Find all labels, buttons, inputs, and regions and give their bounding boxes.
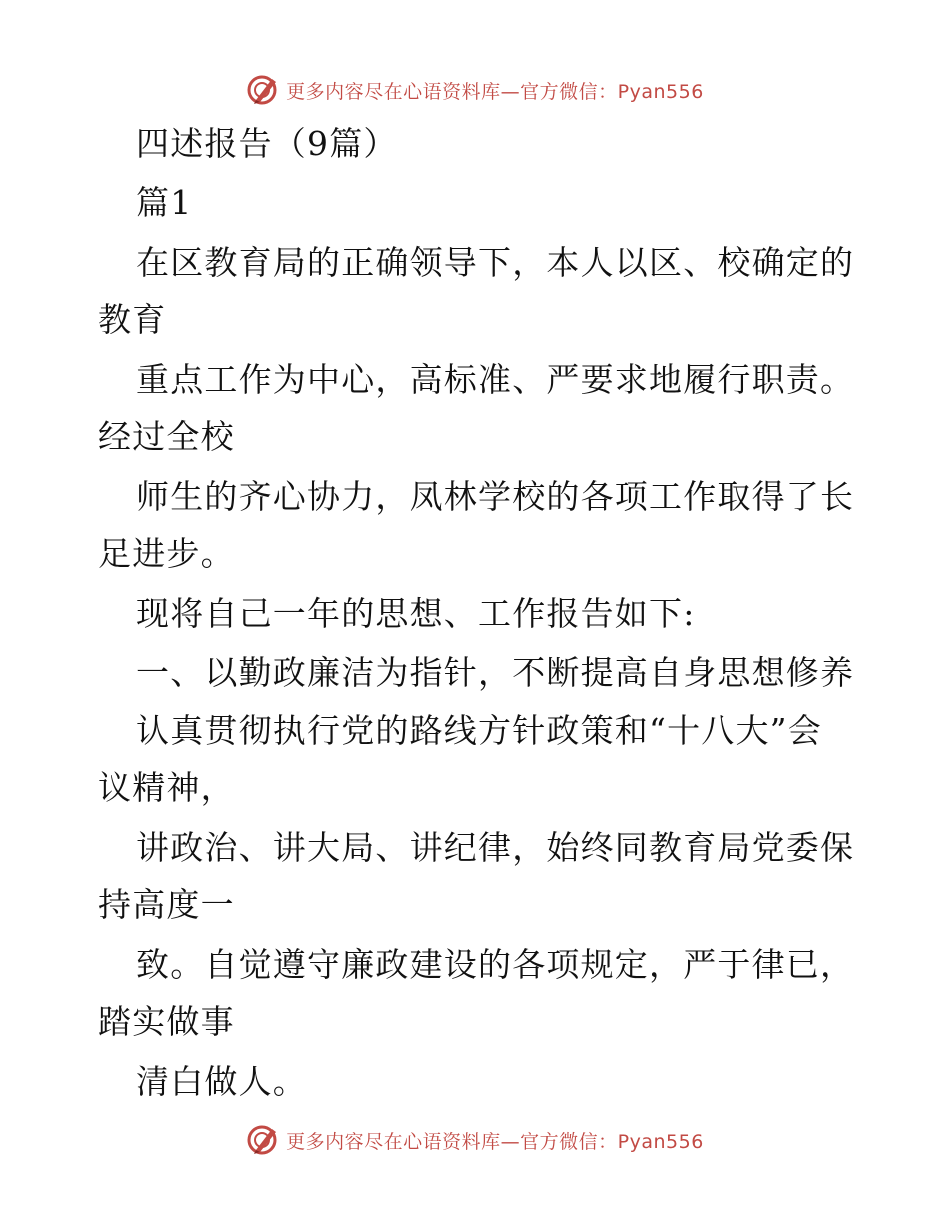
paragraph-line: 经过全校 [98,417,235,456]
paragraph-line: 踏实做事 [98,1002,235,1041]
section-heading: 一、以勤政廉洁为指针，不断提高自身思想修养 [136,653,855,692]
footer-banner [0,1120,950,1160]
paragraph-line: 讲政治、讲大局、讲纪律，始终同教育局党委保 [136,828,855,867]
paragraph-line: 清白做人。 [136,1062,307,1101]
header-banner-text: 更多内容尽在心语资料库—官方微信：Pyan556 [286,80,704,103]
paragraph-line: 足进步。 [98,534,235,573]
paragraph-line: 重点工作为中心，高标准、严要求地履行职责。 [136,360,855,399]
footer-banner-text: 更多内容尽在心语资料库—官方微信：Pyan556 [286,1130,704,1153]
paragraph-line: 在区教育局的正确领导下，本人以区、校确定的 [136,243,855,282]
section-heading: 篇1 [136,183,193,222]
paragraph-line: 持高度一 [98,885,235,924]
pen-logo-icon [246,73,280,107]
paragraph-line: 教育 [98,300,167,339]
document-title: 四述报告（9篇） [136,124,398,163]
paragraph-line: 现将自己一年的思想、工作报告如下: [136,594,696,633]
pen-logo-icon [246,1123,280,1157]
paragraph-line: 致。自觉遵守廉政建设的各项规定，严于律已， [136,945,855,984]
paragraph-line: 议精神， [98,768,235,807]
paragraph-line: 师生的齐心协力，凤林学校的各项工作取得了长 [136,477,855,516]
header-banner [0,70,950,110]
paragraph-line: 认真贯彻执行党的路线方针政策和“十八大”会 [136,711,822,750]
